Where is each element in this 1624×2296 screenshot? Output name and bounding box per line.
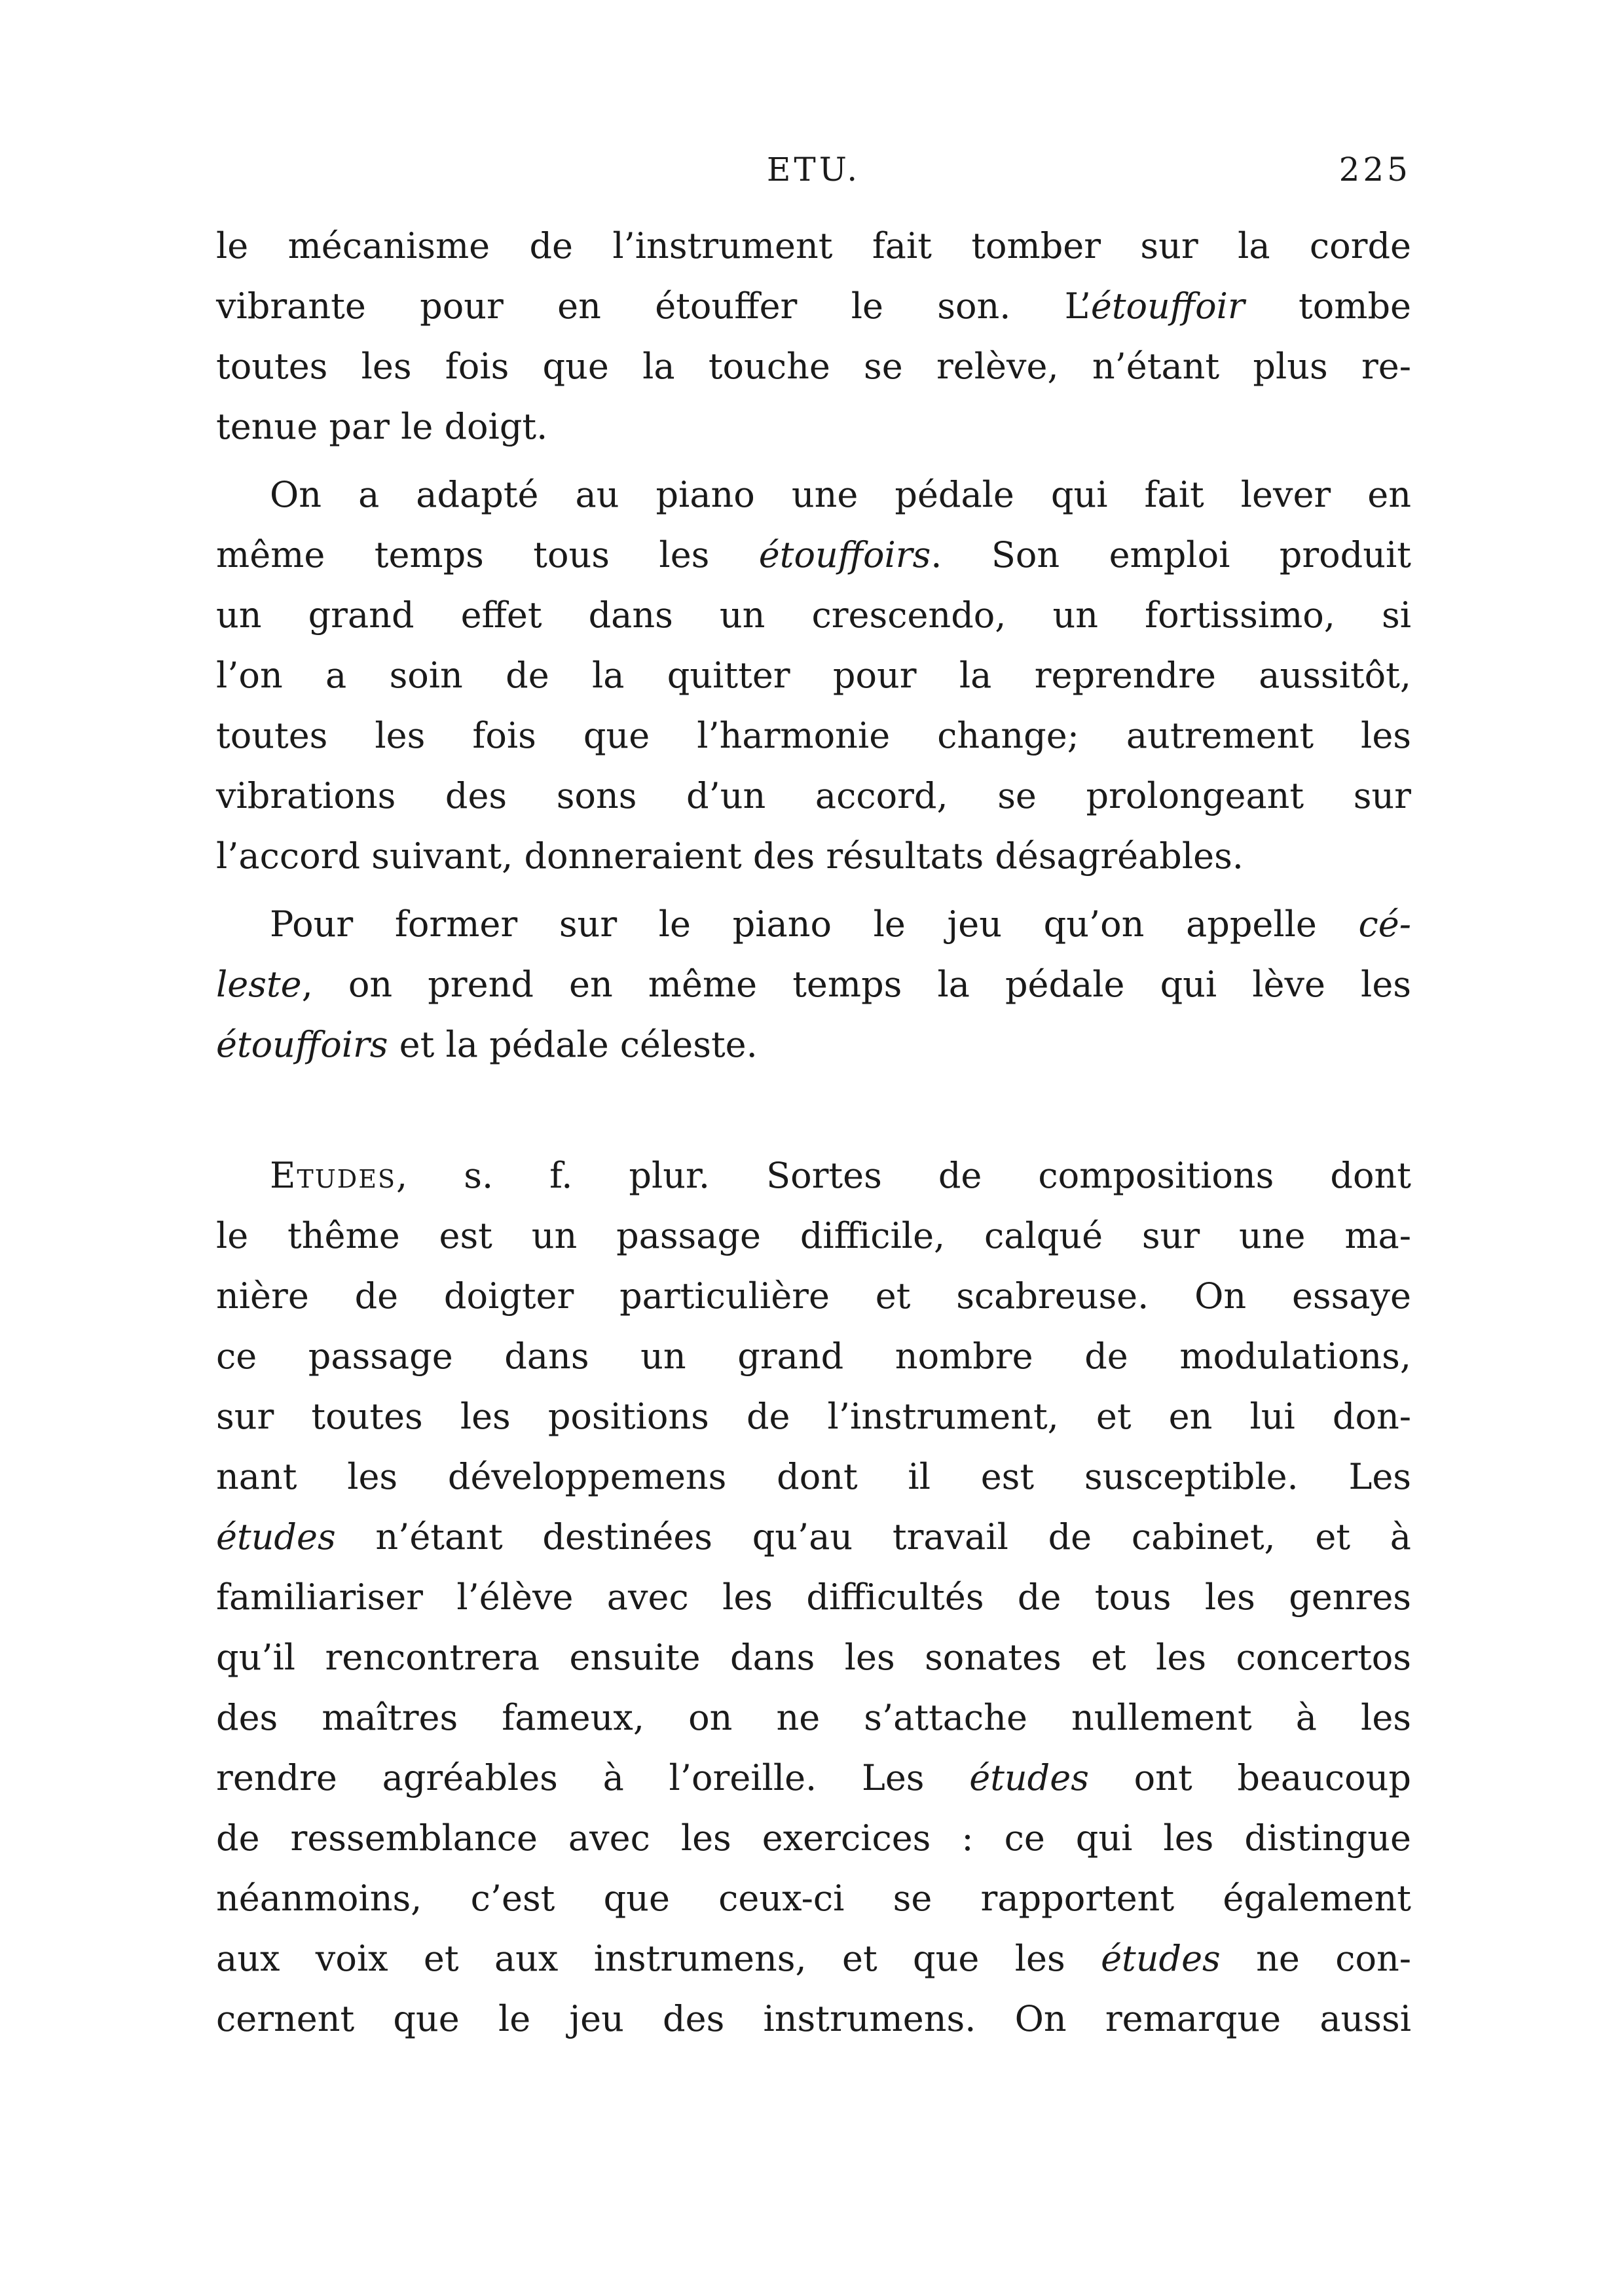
text-line: sur toutes les positions de l’instrument, et en lui don- (216, 1396, 1411, 1437)
text-line: le mécanisme de l’instrument fait tomber sur la corde (216, 225, 1411, 266)
text-line: qu’il rencontrera ensuite dans les sonates et les concertos (216, 1637, 1411, 1678)
text-line: études n’étant destinées qu’au travail de cabinet, et à (216, 1516, 1411, 1558)
italic-term: étouffoirs (216, 1024, 388, 1065)
text-line: toutes les fois que la touche se relève, n’étant plus re- (216, 346, 1411, 387)
text-line: de ressemblance avec les exercices : ce qui les distingue (216, 1817, 1411, 1859)
text-line: tenue par le doigt. (216, 406, 548, 447)
text-line: néanmoins, c’est que ceux-ci se rapportent également (216, 1878, 1411, 1919)
text-line: Etudes, s. f. plur. Sortes de compositions dont (270, 1155, 1411, 1196)
italic-term: leste (216, 964, 302, 1005)
italic-term: cé- (1358, 903, 1411, 945)
text-line: familiariser l’élève avec les difficultés de tous les genres (216, 1576, 1411, 1618)
dictionary-entry (216, 1146, 1411, 2049)
italic-term: études (969, 1757, 1089, 1798)
text-line: vibrations des sons d’un accord, se prolongeant sur (216, 775, 1411, 816)
italic-term: études (216, 1516, 336, 1558)
text-line: nant les développemens dont il est susceptible. Les (216, 1456, 1411, 1497)
text-line: des maîtres fameux, on ne s’attache nullement à les (216, 1697, 1411, 1738)
paragraph (216, 216, 1411, 457)
text-line: étouffoirs et la pédale céleste. (216, 1024, 758, 1065)
text-line: un grand effet dans un crescendo, un fortissimo, si (216, 594, 1411, 636)
italic-term: étouffoir (1090, 285, 1245, 327)
text-line: Pour former sur le piano le jeu qu’on appelle cé- (270, 903, 1411, 945)
entry-headword: Etudes (270, 1155, 397, 1196)
text-line: rendre agréables à l’oreille. Les études ont beaucoup (216, 1757, 1411, 1798)
text-line: vibrante pour en étouffer le son. L’étouffoir tombe (216, 285, 1411, 327)
paragraph (216, 465, 1411, 886)
text-line: le thême est un passage difficile, calqué sur une ma- (216, 1215, 1411, 1256)
text-line: On a adapté au piano une pédale qui fait lever en (270, 474, 1411, 515)
text-line: l’on a soin de la quitter pour la reprendre aussitôt, (216, 655, 1411, 696)
text-line: l’accord suivant, donneraient des résultats désagréables. (216, 835, 1244, 877)
page-body (216, 216, 1411, 2049)
page-header (216, 137, 1411, 203)
text-line: toutes les fois que l’harmonie change; autrement les (216, 715, 1411, 756)
text-line: ce passage dans un grand nombre de modulations, (216, 1336, 1411, 1377)
page-number: 225 (1338, 151, 1411, 189)
italic-term: étouffoirs (758, 534, 931, 575)
text-line: leste, on prend en même temps la pédale qui lève les (216, 964, 1411, 1005)
paragraph (216, 894, 1411, 1075)
text-line: même temps tous les étouffoirs. Son emploi produit (216, 534, 1411, 575)
text-line: nière de doigter particulière et scabreuse. On essaye (216, 1275, 1411, 1317)
text-line: cernent que le jeu des instrumens. On remarque aussi (216, 1998, 1411, 2039)
text-line: aux voix et aux instrumens, et que les études ne con- (216, 1938, 1412, 1979)
italic-term: études (1101, 1938, 1221, 1979)
running-head: ETU. (766, 151, 861, 189)
